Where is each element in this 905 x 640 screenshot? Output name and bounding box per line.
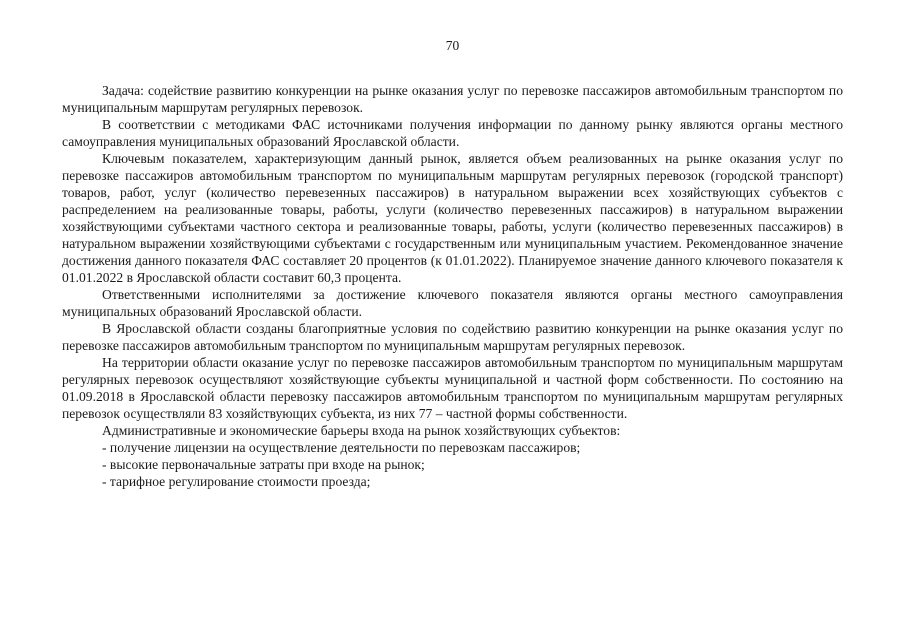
document-body xyxy=(62,82,843,490)
paragraph-task: Задача: содействие развитию конкуренции на рынке оказания услуг по перевозке пассажиров автомобильным транспортом по муниципальным маршрутам регулярных перевозок. xyxy=(62,83,843,115)
list-item: - тарифное регулирование стоимости проезда; xyxy=(102,474,371,489)
paragraph-conditions: В Ярославской области созданы благоприятные условия по содействию развитию конкуренции на рынке оказания услуг по перевозке пассажиров автомобильным транспортом по муниципальным маршрутам регулярных перевозок. xyxy=(62,321,843,353)
list-item: - высокие первоначальные затраты при входе на рынок; xyxy=(102,457,425,472)
paragraph-market-state: На территории области оказание услуг по перевозке пассажиров автомобильным транспортом по муниципальным маршрутам регулярных перевозок осуществляют хозяйствующие субъекты муниципальной и частной форм собственности. По состоянию на 01.09.2018 в Ярославской области перевозку пассажиров автомобильным транспортом по муниципальным маршрутам регулярных перевозок осуществляли 83 хозяйствующих субъекта, из них 77 – частной формы собственности. xyxy=(62,355,843,421)
paragraph-barriers-heading: Административные и экономические барьеры входа на рынок хозяйствующих субъектов: xyxy=(102,423,621,438)
paragraph-key-indicator: Ключевым показателем, характеризующим данный рынок, является объем реализованных на рынке оказания услуг по перевозке пассажиров автомобильным транспортом по муниципальным маршрутам регулярных перевозок (городской транспорт) товаров, работ, услуг (количество перевезенных пассажиров) в натуральном выражении всех хозяйствующих субъектов с распределением на реализованные товары, работы, услуги (количество перевезенных пассажиров) в натуральном выражении хозяйствующими субъектами частного сектора и реализованные товары, работы, услуги (количество перевезенных пассажиров) в натуральном выражении хозяйствующими субъектами с государственным или муниципальным участием. Рекомендованное значение достижения данного показателя ФАС составляет 20 процентов (к 01.01.2022). Планируемое значение данного ключевого показателя к 01.01.2022 в Ярославской области составит 60,3 процента. xyxy=(62,151,843,285)
paragraph-responsible: Ответственными исполнителями за достижение ключевого показателя являются органы местного самоуправления муниципальных образований Ярославской области. xyxy=(62,287,843,319)
paragraph-info-sources: В соответствии с методиками ФАС источниками получения информации по данному рынку являются органы местного самоуправления муниципальных образований Ярославской области. xyxy=(62,117,843,149)
page-number: 70 xyxy=(445,38,460,53)
list-item: - получение лицензии на осуществление деятельности по перевозкам пассажиров; xyxy=(102,440,581,455)
